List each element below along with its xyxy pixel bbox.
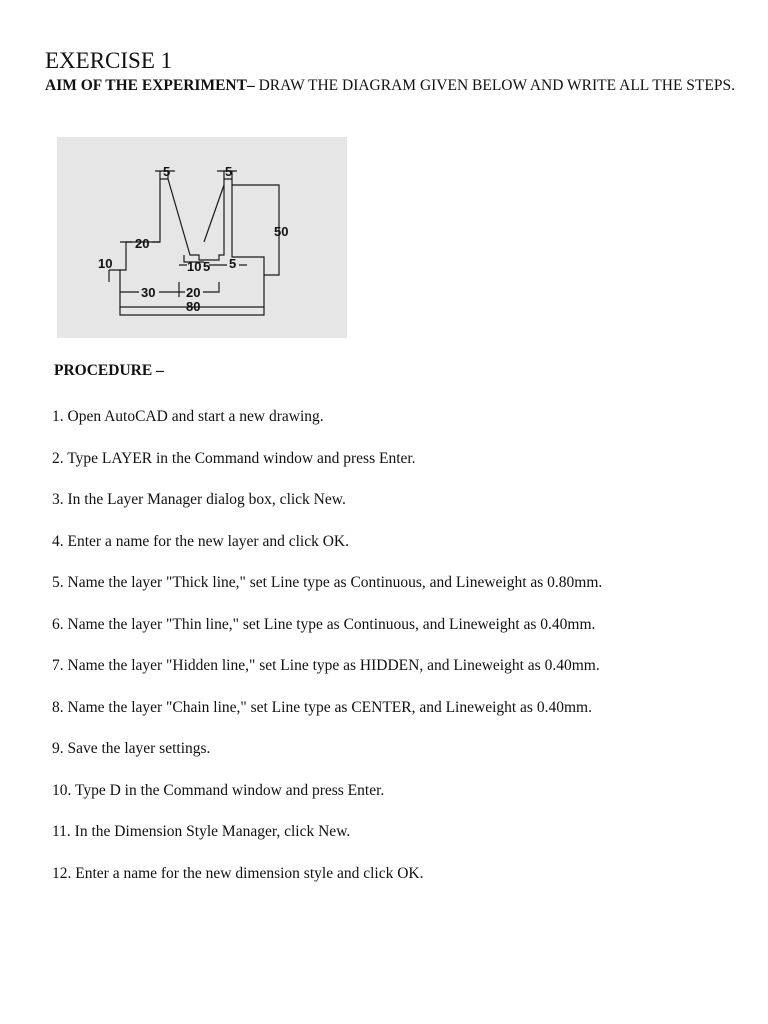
procedure-step: 8. Name the layer "Chain line," set Line type as CENTER, and Lineweight as 0.40mm. [52, 698, 592, 716]
dimension-line [232, 185, 279, 275]
procedure-step: 9. Save the layer settings. [52, 740, 211, 757]
dim-center-gap: 10 [187, 259, 202, 274]
procedure-step: 2. Type LAYER in the Command window and press Enter. [52, 449, 416, 467]
procedure-steps [52, 407, 752, 905]
procedure-step: 12. Enter a name for the new dimension style and click OK. [52, 864, 424, 882]
page-title: EXERCISE 1 [45, 48, 173, 73]
aim-label: AIM OF THE EXPERIMENT– [45, 77, 255, 94]
diagram-inner-line [204, 185, 224, 242]
dimension-line [109, 270, 120, 282]
dim-center-right: 5 [203, 259, 211, 274]
dim-left-height: 10 [98, 256, 113, 271]
dim-bottom-center: 20 [186, 285, 201, 300]
procedure-step: 4. Enter a name for the new layer and click OK. [52, 532, 349, 550]
procedure-step: 5. Name the layer "Thick line," set Line type as Continuous, and Lineweight as 0.80mm. [52, 574, 603, 591]
diagram-drawing [57, 137, 347, 338]
dim-height: 50 [274, 224, 289, 239]
dim-bottom-left: 30 [141, 285, 156, 300]
aim-statement [45, 76, 735, 95]
procedure-step: 6. Name the layer "Thin line," set Line type as Continuous, and Lineweight as 0.40mm. [52, 615, 596, 633]
procedure-heading: PROCEDURE – [54, 362, 164, 379]
dim-overall-width: 80 [186, 299, 201, 314]
dim-small-step: 5 [229, 256, 237, 271]
dim-left-step: 20 [135, 236, 150, 251]
dim-top-left: 5 [163, 164, 171, 179]
procedure-step: 3. In the Layer Manager dialog box, click New. [52, 491, 346, 508]
procedure-step: 7. Name the layer "Hidden line," set Line type as HIDDEN, and Lineweight as 0.40mm. [52, 657, 600, 674]
procedure-step: 11. In the Dimension Style Manager, click New. [52, 823, 351, 840]
diagram-figure [57, 137, 347, 338]
dim-top-right: 5 [225, 164, 233, 179]
procedure-step: 1. Open AutoCAD and start a new drawing. [52, 408, 324, 425]
aim-text: DRAW THE DIAGRAM GIVEN BELOW AND WRITE ALL THE STEPS. [254, 77, 735, 94]
procedure-step: 10. Type D in the Command window and press Enter. [52, 781, 385, 799]
